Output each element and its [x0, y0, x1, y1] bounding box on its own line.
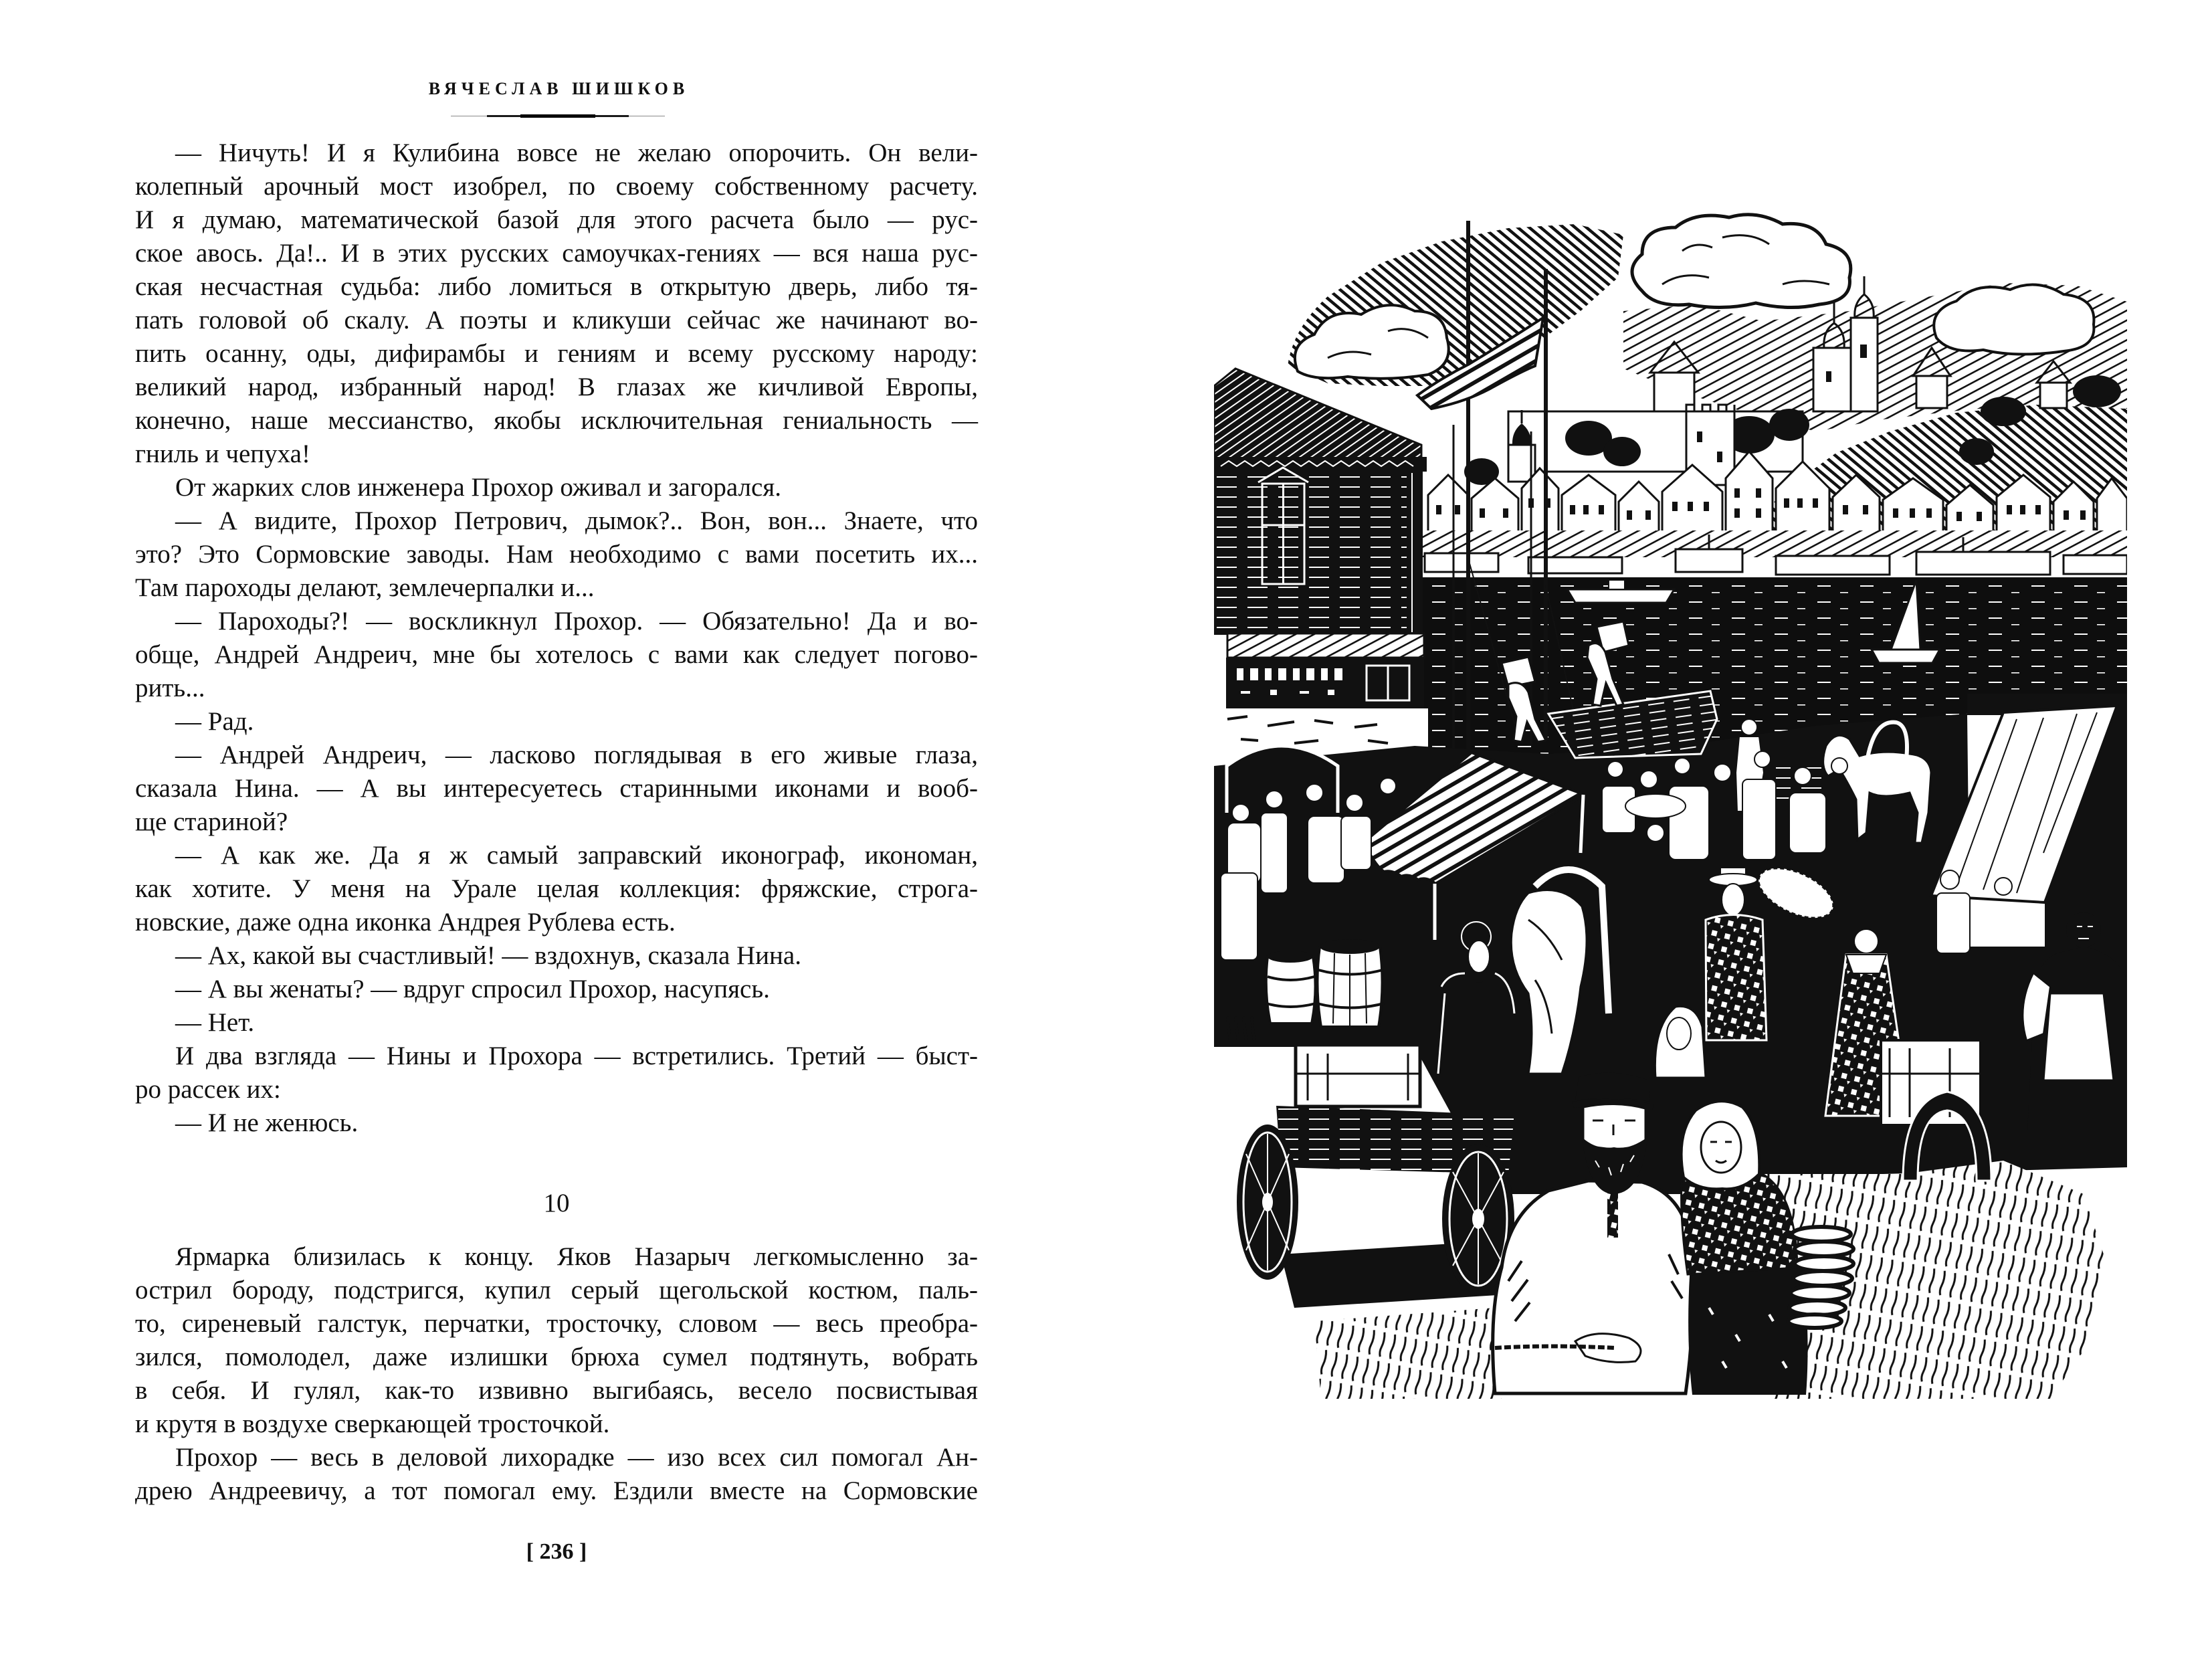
wooden-warehouse — [1214, 369, 1427, 708]
dialogue-paragraph — [135, 1106, 978, 1140]
text-line: пить осанну, оды, дифирамбы и гениям и всему русскому народу: — [135, 339, 978, 368]
dialogue-paragraph — [135, 839, 978, 939]
text-line: рить... — [135, 674, 205, 702]
store-awning — [1227, 633, 1424, 658]
text-line: в себя. И гулял, как-то извивно выгибаясь, весело посвистывая — [135, 1376, 978, 1405]
text-line: Ярмарка близилась к концу. Яков Назарыч легкомысленно за- — [175, 1242, 978, 1271]
text-line: ще стариной? — [135, 807, 288, 836]
dialogue-paragraph — [135, 939, 978, 973]
text-column — [135, 136, 978, 1508]
text-line: — А как же. Да я ж самый заправский иконограф, икономан, — [175, 841, 978, 870]
illustration-fair-woodcut — [1214, 211, 2127, 1401]
cart-crate — [1296, 1045, 1420, 1106]
text-line: — Нет. — [175, 1008, 255, 1037]
page-number: [ 236 ] — [526, 1539, 587, 1564]
running-head-ornament-rule — [451, 111, 665, 120]
warehouse-wall — [1214, 470, 1408, 635]
woman-skirt — [1688, 1266, 1807, 1395]
text-line: ская несчастная судьба: либо ломиться в открытую дверь, либо тя- — [135, 272, 978, 301]
text-line: новские, даже одна иконка Андрея Рублева есть. — [135, 908, 676, 937]
text-line: колепный арочный мост изобрел, по своему собственному расчету. — [135, 172, 978, 201]
woman-face — [1701, 1122, 1741, 1173]
text-line: Там пароходы делают, землечерпалки и... — [135, 573, 595, 602]
paragraph — [135, 471, 978, 504]
text-line: сказала Нина. — А вы интересуетесь старинными иконами и вооб- — [135, 774, 978, 803]
paragraph — [135, 136, 978, 471]
text-line: это? Это Сормовские заводы. Нам необходимо с вами посетить их... — [135, 540, 978, 569]
text-line: острил бороду, подстригся, купил серый щегольской костюм, паль- — [135, 1276, 978, 1304]
text-line: дрею Андреевичу, а тот помогал ему. Ездили вместе на Сормовские — [135, 1476, 978, 1505]
text-line: — Ах, какой вы счастливый! — вздохнув, сказала Нина. — [175, 941, 801, 970]
text-line: — А видите, Прохор Петрович, дымок?.. Вон, вон... Знаете, что — [175, 506, 978, 535]
dialogue-paragraph — [135, 705, 978, 739]
text-line: И я думаю, математической базой для этого расчета было — рус- — [135, 205, 978, 234]
text-line: ро рассек их: — [135, 1075, 281, 1104]
text-line: гниль и чепуха! — [135, 440, 310, 468]
dialogue-paragraph — [135, 973, 978, 1006]
text-line: Прохор — весь в деловой лихорадке — изо всех сил помогал Ан- — [175, 1443, 978, 1472]
text-line: — Рад. — [175, 707, 254, 736]
basket-overhead — [1625, 794, 1686, 818]
rule-thick — [520, 114, 595, 118]
apron — [2043, 993, 2114, 1080]
text-line: — Андрей Андреич, — ласково поглядывая в его живые глаза, — [175, 741, 978, 769]
road-hatching-left — [1314, 1308, 1502, 1399]
text-line: ское авось. Да!.. И в этих русских самоучках-гениях — вся наша рус- — [135, 239, 978, 268]
cart-wheel-left — [1237, 1125, 1298, 1280]
paragraph — [135, 1441, 978, 1508]
chapter-number: 10 — [543, 1189, 570, 1217]
text-line: и крутя в воздухе сверкающей тросточкой. — [135, 1409, 610, 1438]
text-line: то, сиреневый галстук, перчатки, тросточку, словом — весь преобра- — [135, 1309, 978, 1338]
text-line: И два взгляда — Нины и Прохора — встретились. Третий — быст- — [175, 1042, 978, 1070]
paragraph — [135, 1240, 978, 1441]
barrels — [1266, 939, 1384, 1027]
text-line: От жарких слов инженера Прохор оживал и загорался. — [175, 473, 781, 502]
text-line: обще, Андрей Андреич, мне бы хотелось с вами как следует погово- — [135, 640, 978, 669]
text-line: конечно, наше мессианство, якобы исключительная гениальность — — [135, 406, 978, 435]
dialogue-paragraph — [135, 605, 978, 705]
paragraph — [135, 1040, 978, 1106]
warehouse-corner — [1407, 470, 1423, 635]
dialogue-paragraph — [135, 739, 978, 839]
text-line: великий народ, избранный народ! В глазах же кичливой Европы, — [135, 373, 978, 401]
text-line: пать головой об скалу. А поэты и кликуши сейчас же начинают во- — [135, 306, 978, 334]
text-line: — Пароходы?! — воскликнул Прохор. — Обязательно! Да и во- — [175, 607, 978, 636]
text-line: — Ничуть! И я Кулибина вовсе не желаю опорочить. Он вели- — [175, 138, 978, 167]
text-line: — А вы женаты? — вдруг спросил Прохор, насупясь. — [175, 975, 770, 1003]
cloud-large — [1632, 215, 1851, 308]
dialogue-paragraph — [135, 1006, 978, 1040]
text-line: зился, помолодел, даже излишки брюха сумел подтянуть, вобрать — [135, 1343, 978, 1371]
running-head-author: ВЯЧЕСЛАВ ШИШКОВ — [428, 79, 690, 98]
text-line: — И не женюсь. — [175, 1108, 359, 1137]
dialogue-paragraph — [135, 504, 978, 605]
text-line: как хотите. У меня на Урале целая коллекция: фряжские, строга- — [135, 874, 978, 903]
